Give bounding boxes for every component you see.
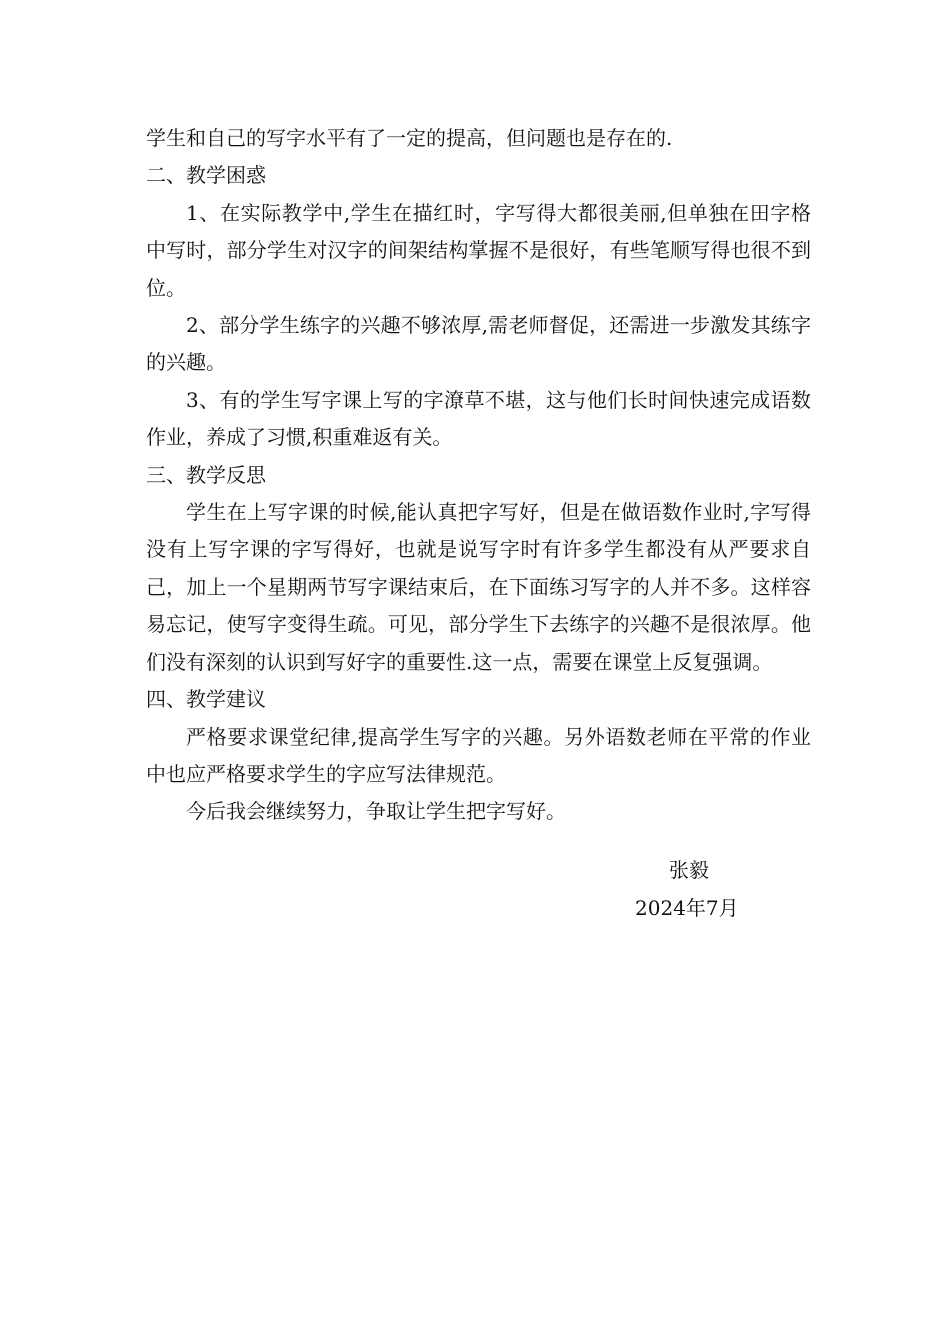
paragraph-confusion-1: 1、在实际教学中,学生在描红时，字写得大都很美丽,但单独在田字格中写时，部分学生对汉字的间架结构掌握不是很好，有些笔顺写得也很不到位。 xyxy=(146,200,811,300)
section-heading-suggestion: 四、教学建议 xyxy=(146,687,266,712)
paragraph-confusion-2: 2、部分学生练字的兴趣不够浓厚,需老师督促，还需进一步激发其练字的兴趣。 xyxy=(146,313,811,375)
signature-date: 2024年7月 xyxy=(635,896,739,920)
opening-line: 学生和自己的写字水平有了一定的提高，但问题也是存在的. xyxy=(146,126,673,150)
document-body xyxy=(146,120,811,831)
paragraph-suggestion-1: 严格要求课堂纪律,提高学生写字的兴趣。另外语数老师在平常的作业中也应严格要求学生的字应写法律规范。 xyxy=(146,724,811,786)
paragraph-reflection-1: 学生在上写字课的时候,能认真把字写好，但是在做语数作业时,字写得没有上写字课的字写得好，也就是说写字时有许多学生都没有从严要求自己，加上一个星期两节写字课结束后，在下面练习写字的人并不多。这样容易忘记，使写字变得生疏。可见，部分学生下去练字的兴趣不是很浓厚。他们没有深刻的认识到写好字的重要性.这一点，需要在课堂上反复强调。 xyxy=(146,500,811,674)
paragraph-suggestion-2: 今后我会继续努力，争取让学生把字写好。 xyxy=(186,799,566,824)
signature-name: 张毅 xyxy=(669,858,709,882)
paragraph-confusion-3: 3、有的学生写字课上写的字潦草不堪，这与他们长时间快速完成语数作业，养成了习惯,积重难返有关。 xyxy=(146,387,811,450)
section-heading-reflection: 三、教学反思 xyxy=(146,462,266,487)
section-heading-confusion: 二、教学困惑 xyxy=(146,163,266,188)
